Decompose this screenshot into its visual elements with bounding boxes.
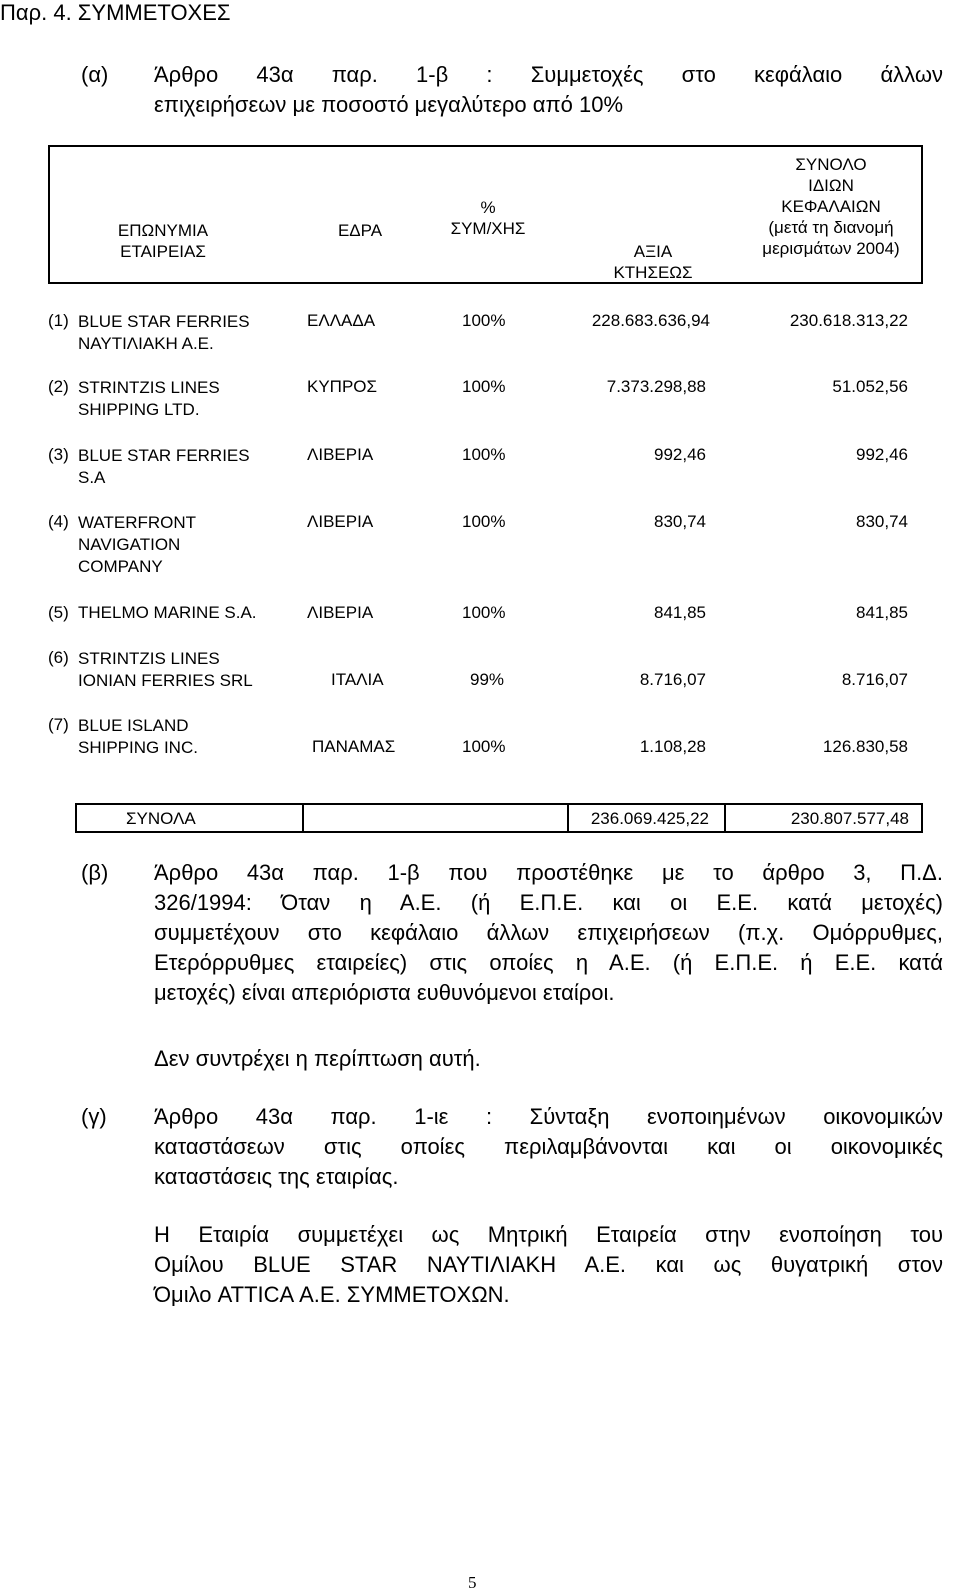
row-number: (5) [48, 603, 69, 622]
row-equity: 230.618.313,22 [789, 311, 908, 330]
row-value: 228.683.636,94 [591, 311, 710, 330]
row-company: STRINTZIS LINES SHIPPING LTD. [78, 378, 220, 419]
section-c-para-line2: Ομίλου BLUE STAR ΝΑΥΤΙΛΙΑΚΗ Α.Ε. και ως θυγατρική στον [154, 1252, 943, 1277]
section-b-line4: Ετερόρρυθμες εταιρείες) στις οποίες η Α.Ε. (ή Ε.Π.Ε. ή Ε.Ε. κατά [154, 950, 943, 975]
row-seat: ΙΤΑΛΙΑ [331, 670, 384, 689]
header-seat: ΕΔΡΑ [337, 221, 383, 240]
row-seat: ΚΥΠΡΟΣ [307, 377, 378, 396]
row-percentage: 100% [462, 311, 506, 330]
row-percentage: 100% [462, 603, 506, 622]
row-seat: ΛΙΒΕΡΙΑ [307, 603, 374, 622]
row-equity: 830,74 [856, 512, 908, 531]
row-equity: 841,85 [856, 603, 908, 622]
row-seat: ΛΙΒΕΡΙΑ [307, 445, 374, 464]
section-c-line3: καταστάσεις της εταιρίας. [154, 1164, 399, 1189]
totals-label: ΣΥΝΟΛΑ [126, 809, 196, 828]
row-percentage: 100% [462, 377, 506, 396]
section-c-line2: καταστάσεων στις οποίες περιλαμβάνονται και οι οικονομικές [154, 1134, 943, 1159]
row-number: (6) [48, 648, 69, 667]
section-c-para-line3: Όμιλο ATTICA Α.Ε. ΣΥΜΜΕΤΟΧΩΝ. [154, 1282, 510, 1307]
header-percentage: % ΣΥΜ/ΧΗΣ [450, 198, 526, 238]
row-equity: 51.052,56 [832, 377, 908, 396]
row-number: (4) [48, 512, 69, 531]
row-company: BLUE STAR FERRIES S.A [78, 446, 250, 487]
section-b-marker: (β) [81, 860, 109, 885]
section-b-note: Δεν συντρέχει η περίπτωση αυτή. [154, 1046, 481, 1071]
row-number: (2) [48, 377, 69, 396]
row-value: 830,74 [654, 512, 706, 531]
header-acquisition-value: ΑΞΙΑ ΚΤΗΣΕΩΣ [613, 242, 693, 282]
row-company: STRINTZIS LINES IONIAN FERRIES SRL [78, 649, 253, 690]
section-a-marker: (α) [81, 62, 109, 87]
section-c-marker: (γ) [81, 1104, 107, 1129]
section-c-para-line1: Η Εταιρία συμμετέχει ως Μητρική Εταιρεία στην ενοποίηση του [154, 1222, 943, 1247]
row-seat: ΛΙΒΕΡΙΑ [307, 512, 374, 531]
totals-equity: 230.807.577,48 [790, 809, 909, 828]
row-seat: ΕΛΛΑΔΑ [307, 311, 376, 330]
totals-value: 236.069.425,22 [590, 809, 709, 828]
header-company: ΕΠΩΝΥΜΙΑ ΕΤΑΙΡΕΙΑΣ [117, 221, 209, 261]
section-b-line1: Άρθρο 43α παρ. 1-β που προστέθηκε με το άρθρο 3, Π.Δ. [154, 860, 943, 885]
row-number: (7) [48, 715, 69, 734]
row-company: WATERFRONT NAVIGATION COMPANY [78, 513, 197, 576]
row-company: THELMO MARINE S.A. [78, 603, 257, 622]
page-number: 5 [468, 1573, 477, 1592]
row-percentage: 100% [462, 512, 506, 531]
row-value: 8.716,07 [639, 670, 706, 689]
row-equity: 992,46 [856, 445, 908, 464]
row-percentage: 99% [470, 670, 505, 689]
row-company: BLUE ISLAND SHIPPING INC. [78, 716, 198, 757]
row-equity: 126.830,58 [822, 737, 908, 756]
row-number: (1) [48, 311, 69, 330]
row-value: 7.373.298,88 [606, 377, 706, 396]
totals-row [75, 803, 923, 833]
section-c-line1: Άρθρο 43α παρ. 1-ιε : Σύνταξη ενοποιημένων οικονομικών [154, 1104, 943, 1129]
row-equity: 8.716,07 [841, 670, 908, 689]
row-value: 1.108,28 [639, 737, 706, 756]
section-b-line3: συμμετέχουν στο κεφάλαιο άλλων επιχειρήσεων (π.χ. Ομόρρυθμες, [154, 920, 943, 945]
row-company: BLUE STAR FERRIES ΝΑΥΤΙΛΙΑΚΗ Α.Ε. [78, 312, 250, 353]
row-value: 841,85 [654, 603, 706, 622]
section-b-line5: μετοχές) είναι απεριόριστα ευθυνόμενοι εταίροι. [154, 980, 615, 1005]
page-heading: Παρ. 4. ΣΥΜΜΕΤΟΧΕΣ [0, 0, 231, 25]
row-number: (3) [48, 445, 69, 464]
section-a-line2: επιχειρήσεων με ποσοστό μεγαλύτερο από 10% [154, 92, 624, 117]
section-b-line2: 326/1994: Όταν η Α.Ε. (ή Ε.Π.Ε. και οι Ε.Ε. κατά μετοχές) [154, 890, 943, 915]
row-seat: ΠΑΝΑΜΑΣ [312, 737, 396, 756]
section-a-line1: Άρθρο 43α παρ. 1-β : Συμμετοχές στο κεφάλαιο άλλων [154, 62, 943, 87]
header-total-equity: ΣΥΝΟΛΟ ΙΔΙΩΝ ΚΕΦΑΛΑΙΩΝ (μετά τη διανομή μερισμάτων 2004) [762, 155, 900, 258]
row-percentage: 100% [462, 445, 506, 464]
row-value: 992,46 [654, 445, 706, 464]
row-percentage: 100% [462, 737, 506, 756]
